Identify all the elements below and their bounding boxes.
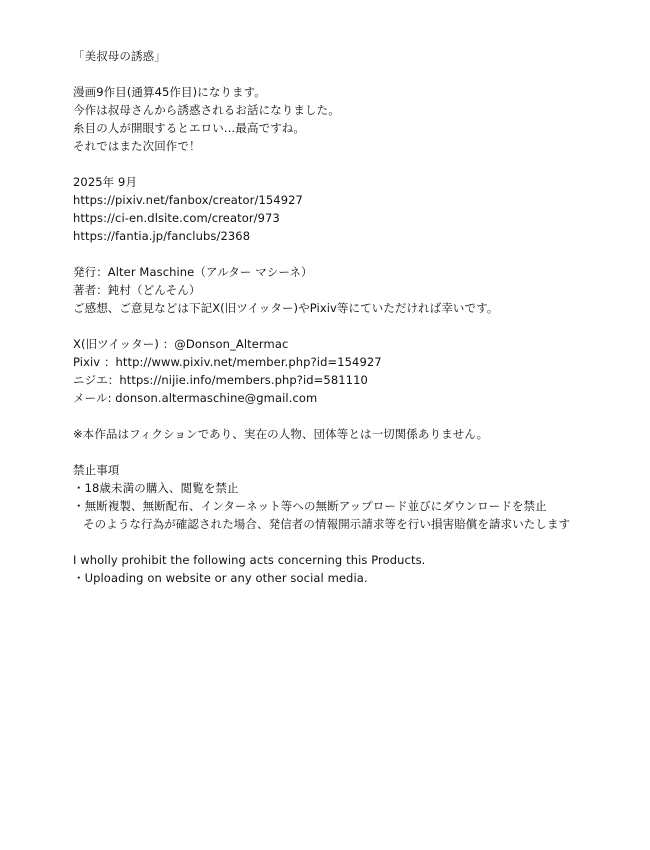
publication-date: 2025年 9月 — [73, 175, 138, 189]
fiction-disclaimer: ※本作品はフィクションであり、実在の人物、団体等とは一切関係ありません。 — [73, 427, 489, 441]
intro-line: 糸目の人が開眼するとエロい…最高ですね。 — [73, 121, 305, 135]
prohibition-item: そのような行為が確認された場合、発信者の情報開示請求等を行い損害賠償を請求いたします — [83, 517, 571, 531]
fantia-link[interactable]: https://fantia.jp/fanclubs/2368 — [73, 229, 251, 243]
intro-line: 漫画9作目(通算45作目)になります。 — [73, 85, 266, 99]
afterword-document — [73, 47, 633, 587]
fanbox-link[interactable]: https://pixiv.net/fanbox/creator/154927 — [73, 193, 303, 207]
spacer — [73, 407, 633, 425]
intro-line: 今作は叔母さんから誘惑されるお話になりました。 — [73, 103, 340, 117]
nijie-contact[interactable]: ニジエ：https://nijie.info/members.php?id=581110 — [73, 373, 368, 387]
english-prohibition-item: ・Uploading on website or any other social media. — [73, 571, 368, 585]
spacer — [73, 533, 633, 551]
prohibitions-heading: 禁止事項 — [73, 463, 120, 477]
spacer — [73, 317, 633, 335]
pixiv-contact[interactable]: Pixiv ：http://www.pixiv.net/member.php?id=154927 — [73, 355, 382, 369]
work-title: 「美叔母の誘惑」 — [73, 49, 166, 63]
feedback-note: ご感想、ご意見などは下記X(旧ツイッター)やPixiv等にていただければ幸いです。 — [73, 301, 499, 315]
author-credit: 著者：鈍村（どんそん） — [73, 283, 201, 297]
english-prohibition: I wholly prohibit the following acts concerning this Products. — [73, 553, 426, 567]
prohibition-item: ・18歳未満の購入、閲覧を禁止 — [73, 481, 239, 495]
publisher-credit: 発行：Alter Maschine（アルター マシーネ） — [73, 265, 313, 279]
spacer — [73, 155, 633, 173]
ci-en-link[interactable]: https://ci-en.dlsite.com/creator/973 — [73, 211, 280, 225]
x-contact[interactable]: X(旧ツイッター) ：@Donson_Altermac — [73, 337, 289, 351]
prohibition-item: ・無断複製、無断配布、インターネット等への無断アップロード並びにダウンロードを禁止 — [73, 499, 547, 513]
spacer — [73, 443, 633, 461]
spacer — [73, 245, 633, 263]
spacer — [73, 65, 633, 83]
email-contact[interactable]: メール: donson.altermaschine@gmail.com — [73, 391, 318, 405]
intro-line: それではまた次回作で！ — [73, 139, 201, 153]
